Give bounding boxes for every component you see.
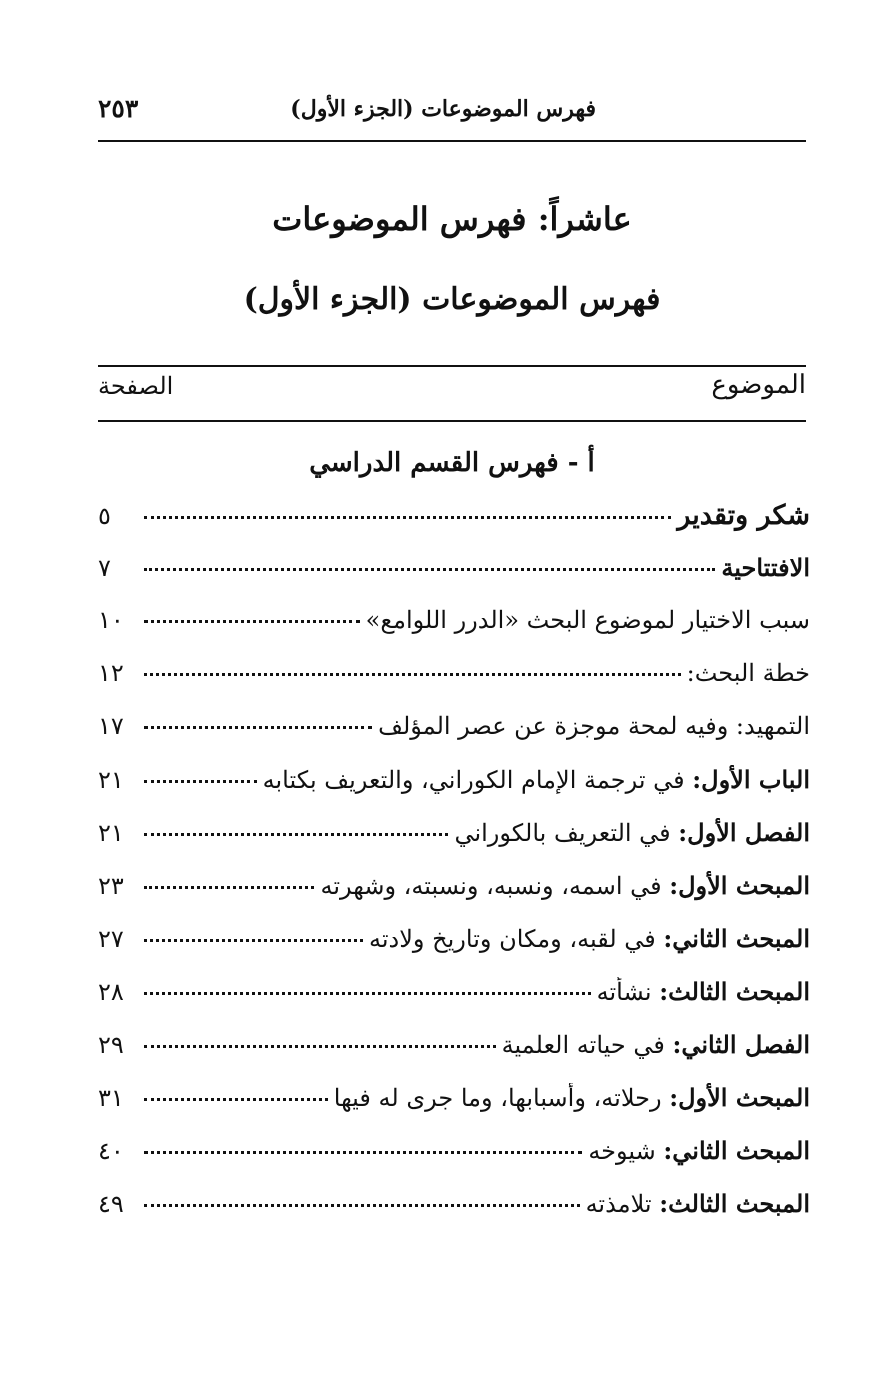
- toc-leader-dots: [144, 1204, 580, 1207]
- toc-leader-dots: [144, 886, 314, 889]
- toc-entry-text: في لقبه، ومكان وتاريخ ولادته: [368, 925, 664, 953]
- toc-entry-page: ٧: [98, 554, 111, 582]
- toc-entry-page: ١٧: [98, 712, 124, 740]
- toc-entry-text: التمهيد: وفيه لمحة موجزة عن عصر المؤلف: [378, 712, 810, 740]
- toc-entry-text: تلامذته: [585, 1190, 660, 1218]
- toc-entry-page: ٢٩: [98, 1031, 124, 1059]
- toc-list: [98, 500, 810, 1242]
- toc-entry-text: سبب الاختيار لموضوع البحث «الدرر اللوامع»: [365, 606, 810, 634]
- toc-leader-dots: [144, 833, 448, 836]
- toc-leader-dots: [144, 780, 257, 783]
- toc-entry-page: ٤٠: [98, 1137, 124, 1165]
- toc-leader-dots: [144, 516, 671, 519]
- toc-entry-page: ١٢: [98, 659, 124, 687]
- toc-leader-dots: [144, 992, 591, 995]
- toc-entry-label: الفصل الأول:: [678, 818, 810, 847]
- toc-leader-dots: [144, 726, 372, 729]
- column-header-top-rule: [98, 365, 806, 367]
- toc-entry-label: الافتتاحية: [721, 553, 810, 582]
- toc-entry-text: في التعريف بالكوراني: [454, 819, 679, 847]
- toc-entry-label: الباب الأول:: [692, 765, 810, 794]
- toc-entry-page: ٢٧: [98, 925, 124, 953]
- section-heading: أ - فهرس القسم الدراسي: [309, 448, 595, 478]
- page-number: ٢٥٣: [98, 94, 139, 123]
- toc-leader-dots: [144, 1151, 582, 1154]
- toc-entry-label: المبحث الأول:: [669, 1083, 810, 1112]
- toc-entry: [98, 765, 810, 818]
- toc-leader-dots: [144, 1098, 328, 1101]
- toc-entry-page: ٢٨: [98, 978, 124, 1006]
- toc-entry-page: ٣١: [98, 1084, 124, 1112]
- running-header: [98, 92, 806, 132]
- toc-entry: [98, 871, 810, 924]
- toc-entry-text: رحلاته، وأسبابها، وما جرى له فيها: [333, 1084, 670, 1112]
- toc-entry-page: ٢١: [98, 819, 124, 847]
- toc-leader-dots: [144, 673, 681, 676]
- column-page-label: الصفحة: [98, 372, 174, 400]
- toc-entry: [98, 659, 810, 712]
- toc-entry: [98, 1136, 810, 1189]
- header-rule: [98, 140, 806, 142]
- sub-heading: فهرس الموضوعات (الجزء الأول): [243, 282, 661, 317]
- toc-entry-page: ١٠: [98, 606, 124, 634]
- toc-leader-dots: [144, 1045, 496, 1048]
- toc-entry-label: المبحث الثالث:: [659, 977, 810, 1006]
- toc-entry-text: في ترجمة الإمام الكوراني، والتعريف بكتابه: [262, 766, 693, 794]
- toc-entry: [98, 606, 810, 659]
- toc-leader-dots: [144, 620, 360, 623]
- column-header: [98, 370, 806, 410]
- toc-entry: [98, 1083, 810, 1136]
- toc-entry: [98, 1030, 810, 1083]
- toc-entry-text: في اسمه، ونسبه، ونسبته، وشهرته: [320, 872, 670, 900]
- column-topic-label: الموضوع: [711, 370, 806, 400]
- toc-entry-label: المبحث الثالث:: [659, 1189, 810, 1218]
- toc-entry-text: نشأته: [596, 978, 660, 1006]
- toc-entry: [98, 712, 810, 765]
- toc-entry: [98, 1189, 810, 1242]
- running-title: فهرس الموضوعات (الجزء الأول): [290, 96, 596, 122]
- toc-leader-dots: [144, 939, 363, 942]
- toc-entry: [98, 553, 810, 606]
- toc-entry: [98, 818, 810, 871]
- toc-entry-page: ٥: [98, 502, 111, 530]
- toc-entry-label: المبحث الأول:: [669, 871, 810, 900]
- toc-entry-text: خطة البحث:: [686, 659, 810, 687]
- toc-entry-page: ٢١: [98, 766, 124, 794]
- toc-entry-page: ٤٩: [98, 1190, 124, 1218]
- toc-entry: [98, 977, 810, 1030]
- toc-entry-label: المبحث الثاني:: [663, 924, 810, 953]
- toc-entry-text: في حياته العلمية: [501, 1031, 673, 1059]
- column-header-bottom-rule: [98, 420, 806, 422]
- toc-entry-label: المبحث الثاني:: [663, 1136, 810, 1165]
- toc-entry-text: شيوخه: [588, 1137, 664, 1165]
- toc-entry-label: شكر وتقدير: [677, 500, 810, 531]
- toc-entry: [98, 500, 810, 553]
- toc-entry-page: ٢٣: [98, 872, 124, 900]
- toc-entry: [98, 924, 810, 977]
- toc-leader-dots: [144, 568, 715, 571]
- main-heading: عاشراً: فهرس الموضوعات: [272, 200, 632, 238]
- toc-entry-label: الفصل الثاني:: [672, 1030, 810, 1059]
